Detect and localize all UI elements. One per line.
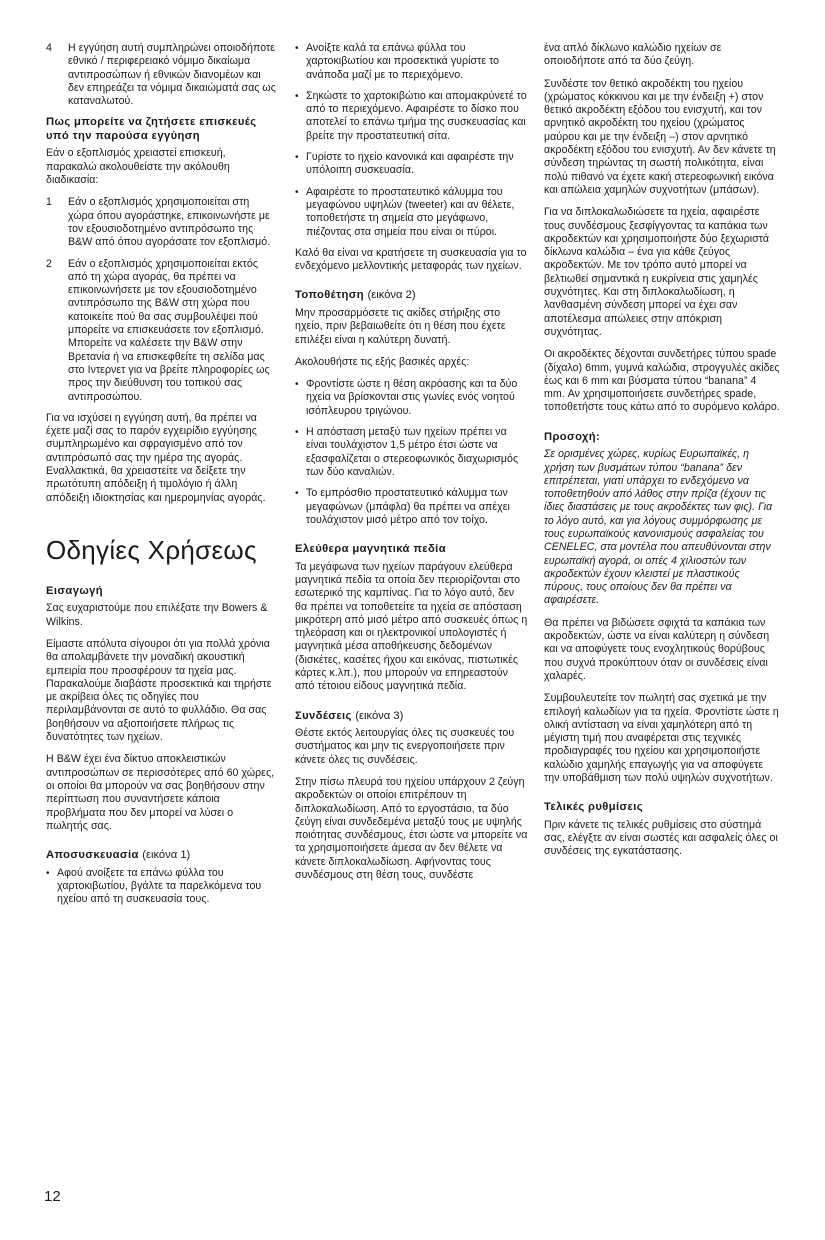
bullet-item [295,186,528,239]
paragraph-conn-1: Θέστε εκτός λειτουργίας όλες τις συσκευές του συστήματος και μην τις ενεργοποιήσετε πριν κάνετε όλες τις συνδέσεις. [295,727,515,766]
heading-final: Τελικές ρυθμίσεις [544,801,643,814]
bullet-text: Αφού ανοίξετε τα επάνω φύλλα του χαρτοκιβωτίου, βγάλτε τα παρελκόμενα του ηχείου από τη συσκευασία τους. [57,866,262,906]
bullet-text: Το εμπρόσθιο προστατευτικό κάλυμμα των μεγαφώνων (μπάφλα) θα πρέπει να απέχει τουλάχιστον μισό μέτρο από τον τοίχο. [306,487,510,526]
bullet-item [295,378,528,418]
repair-item-2 [46,258,278,404]
paragraph-repair: Εάν ο εξοπλισμός χρειαστεί επισκευή, παρακαλώ ακολουθείστε την ακόλουθη διαδικασία: [46,147,230,187]
column-right [544,42,780,868]
heading-unpack-text: Αποσυσκευασία [46,849,139,862]
bullet-text: Σηκώστε το χαρτοκιβώτιο και απομακρύνετέ το από το περιεχόμενο. Αφαιρέστε το δίσκο που αποτελεί το επάνω τμήμα της συσκευασίας και βρείτε την προστατευτική σίτα. [306,89,527,142]
section-title: Οδηγίες Χρήσεως [46,534,257,565]
paragraph-conn-2: Στην πίσω πλευρά του ηχείου υπάρχουν 2 ζεύγη ακροδεκτών οι οποίοι επιτρέπουν τη διπλοκαλωδίωση. Από το εργοστάσιο, τα δύο ζεύγη είναι συνδεδεμένα μεταξύ τους με υψηλής ποιότητας συνδέσμους, έτσι ώστε να μπορείτε να τα χρησιμοποιήσετε άμεσα αν δεν θέλετε να κάνετε διπλοκαλωδίωση. Αφήνοντας τους συνδέσμους στη θέση τους, συνδέστε [295,775,528,882]
column-left [46,42,278,915]
bullet-icon: • [295,90,299,102]
bullet-item [295,151,528,178]
heading-magnetic: Ελεύθερα μαγνητικά πεδία [295,543,446,556]
item-number: 1 [46,196,52,209]
paragraph-caution: Σε ορισμένες χώρες, κυρίως Ευρωπαϊκές, η χρήση των βυσμάτων τύπου “banana” δεν επιτρέπεται, γιατί υπάρχει το ενδεχόμενο να τοποθετηθούν από λάθος στην πρίζα (έχουν τις ίδιες διαστάσεις με τους ακροδέκτες των φις). Για το λόγο αυτό, και για λόγους συμμόρφωσης με τους ευρωπαϊκούς κανονισμούς ασφαλείας του CENELEC, στα μοντέλα που απευθύνονται στην ευρωπαϊκή αγορά, οι οπές 4 χιλιοστών των ακροδεκτών έχουν κλειστεί με πλαστικούς πύρους, τους οποίους δεν θα πρέπει να αφαιρέσετε. [544,448,773,607]
paragraph-6: Συμβουλευτείτε τον πωλητή σας σχετικά με την επιλογή καλωδίων για τα ηχεία. Φροντίστε ώστε η ολική αντίσταση να είναι χαμηλότερη από τη μέγιστη τιμή που αναφέρεται στις τεχνικές προδιαγραφές του ηχείου και χρησιμοποιήστε καλώδιο χαμηλής επαγωγής για να αποφύγετε την υποβάθμιση των πολύ υψηλών συχνοτήτων. [544,692,779,785]
bullet-item [46,867,278,907]
bullet-item [295,42,528,82]
column-middle [295,42,528,891]
heading-repair: Πως μπορείτε να ζητήσετε επισκευές υπό την παρούσα εγγύηση [46,116,257,142]
heading-unpack [46,849,278,863]
bullet-text: Αφαιρέστε το προστατευτικό κάλυμμα του μεγαφώνου υψηλών (tweeter) και αν θέλετε, τοποθετήστε τη σημεία στο μεγάφωνο, πιέζοντας στα σημεία που είναι οι πύροι. [306,185,515,238]
heading-caution: Προσοχή: [544,430,601,443]
bullet-text: Ανοίξτε καλά τα επάνω φύλλα του χαρτοκιβωτίου και προσεκτικά γυρίστε το ανάποδα μαζί με το περιεχόμενο. [306,42,500,81]
paragraph-intro-2: Είμαστε απόλυτα σίγουροι ότι για πολλά χρόνια θα απολαμβάνετε την μοναδική ακουστική εμπειρία που προσφέρουν τα ηχεία μας. Παρακαλούμε διαβάστε προσεκτικά και τηρήστε με ακρίβεια όλες τις οδηγίες που περιλαμβάνονται σε αυτό το φυλλάδιο. Θα σας βοηθήσουν να αξιοποιήσετε πλήρως τις δυνατότητες των ηχείων. [46,638,272,744]
heading-placement [295,289,528,303]
item-text: Η εγγύηση αυτή συμπληρώνει οποιοδήποτε εθνικό / περιφερειακό νόμιμο δικαίωμα αντιπροσώπων ή εθνικών διανομέων και δεν επηρεάζει τα νόμιμα δικαιώματά σας ως καταναλωτού. [68,42,276,108]
paragraph-4: Οι ακροδέκτες δέχονται συνδετήρες τύπου spade (δίχαλο) 6mm, γυμνά καλώδια, στρογγυλές ακίδες έως και 6 mm και βύσματα τύπου “banana” 4 mm. Αν χρησιμοποιήσετε συνδετήρες spade, τοποθετήστε τους κάτω από το συρόμενο κολάρο. [544,348,780,414]
paragraph-place-2: Ακολουθήστε τις εξής βασικές αρχές: [295,355,470,368]
warranty-item-4 [46,42,278,108]
paragraph-intro-3: Η B&W έχει ένα δίκτυο αποκλειστικών αντιπροσώπων σε περισσότερες από 60 χώρες, οι οποίοι θα μπορούν να σας βοηθήσουν στην περίπτωση που συναντήσετε κάποια προβλήματα που δεν μπορεί να λύσει ο πωλητής σας. [46,753,275,832]
bullet-icon: • [295,488,299,500]
bullet-icon: • [295,379,299,391]
paragraph-magnetic: Τα μεγάφωνα των ηχείων παράγουν ελεύθερα μαγνητικά πεδία τα οποία δεν περιορίζονται στο εσωτερικό της καμπίνας. Για το λόγο αυτό, δεν θα πρέπει να τοποθετείτε τα ηχεία σε απόσταση μικρότερη από μισό μέτρο από συσκευές όπως η τηλεόραση και οι ηλεκτρονικοί υπολογιστές ή μαγνητικά μέσα αποθήκευσης δεδομένων (δισκέτες, κασέτες ήχου και εικόνας, πιστωτικές κάρτες κ.λπ.), που μπορούν να επηρεαστούν από τέτοιου είδους μαγνητικά πεδία. [295,560,528,693]
figure-ref: (εικόνα 3) [355,709,404,722]
heading-connections-text: Συνδέσεις [295,709,352,722]
bullet-icon: • [295,152,299,164]
paragraph-place-1: Μην προσαρμόσετε τις ακίδες στήριξης στο ηχείο, πριν βεβαιωθείτε ότι η θέση που έχετε επιλέξει είναι η καλύτερη δυνατή. [295,306,506,346]
heading-connections [295,710,528,724]
paragraph-final: Πριν κάνετε τις τελικές ρυθμίσεις στο σύστημά σας, ελέγξτε αν είναι σωστές και ασφαλείς όλες οι συνδέσεις της εγκατάστασης. [544,818,778,858]
paragraph-3: Για να διπλοκαλωδιώσετε τα ηχεία, αφαιρέστε τους συνδέσμους ξεσφίγγοντας τα καπάκια των ακροδεκτών και χρησιμοποιήστε δύο ξεχωριστά δίκλωνα καλώδια – ένα για κάθε ζεύγος ακροδεκτών. Με τον τρόπο αυτό μπορεί να βελτιωθεί σημαντικά η ευκρίνεια στις χαμηλές συχνότητες. Και στη διπλοκαλωδίωση, η λανθασμένη σύνδεση μπορεί να έχει σαν αποτέλεσμα απώλειες στην απόκριση συχνότητας. [544,206,770,338]
bullet-item [295,487,528,527]
paragraph-1: ένα απλό δίκλωνο καλώδιο ηχείων σε οποιοδήποτε από τα δύο ζεύγη. [544,42,722,68]
bullet-icon: • [46,867,50,879]
paragraph-intro-1: Σας ευχαριστούμε που επιλέξατε την Bowers & Wilkins. [46,602,268,628]
bullet-icon: • [295,427,299,439]
bullet-item [295,426,528,479]
page-number: 12 [44,1188,61,1205]
item-number: 4 [46,42,52,54]
bullet-text: Η απόσταση μεταξύ των ηχείων πρέπει να είναι τουλάχιστον 1,5 μέτρο έτσι ώστε να εξασφαλίζεται ο στερεοφωνικός διαχωρισμός των δύο καναλιών. [306,426,519,478]
repair-item-1 [46,196,278,249]
paragraph-5: Θα πρέπει να βιδώσετε σφιχτά τα καπάκια των ακροδεκτών, ώστε να είναι καλύτερη η σύνδεση και να αποφύγετε τους ενοχλητικούς θορύβους που συχνά προκύπτουν όταν οι συνδέσεις είναι χαλαρές. [544,616,770,682]
item-text: Εάν ο εξοπλισμός χρησιμοποιείται στη χώρα όπου αγοράστηκε, επικοινωνήστε με τον εξουσιοδοτημένο αντιπρόσωπο της B&W από όπου αγοράσατε τον εξοπλισμό. [68,196,271,249]
figure-ref: (εικόνα 1) [142,849,191,862]
heading-intro: Εισαγωγή [46,584,104,597]
bullet-icon: • [295,43,299,54]
bullet-text: Φροντίστε ώστε η θέση ακρόασης και τα δύο ηχεία να βρίσκονται στις γωνίες ενός νοητού ισόπλευρου τριγώνου. [306,378,518,417]
heading-placement-text: Τοποθέτηση [295,289,365,302]
bullet-item [295,90,528,143]
paragraph-keep: Καλό θα είναι να κρατήσετε τη συσκευασία για το ενδεχόμενο μελλοντικής μεταφοράς των ηχείων. [295,246,527,273]
item-text: Εάν ο εξοπλισμός χρησιμοποιείται εκτός από τη χώρα αγοράς, θα πρέπει να επικοινωνήσετε με τον εξουσιοδοτημένο αντιπρόσωπο της B&W στη χώρα που κατοικείτε πού θα σας συμβουλέψει πού μπορείτε να επισκευάσετε τον εξοπλισμό. Μπορείτε να καλέσετε την B&W στην Βρετανία ή να επισκεφθείτε τη σελίδα μας στο Ιντερνετ για να βρείτε πληροφορίες ως προς την διεύθυνση του τοπικού σας αντιπροσώπου. [68,257,270,403]
paragraph-2: Συνδέστε τον θετικό ακροδέκτη του ηχείου (χρώματος κόκκινου και με την ένδειξη +) στον θετικό ακροδέκτη εξόδου του ενισχυτή, και τον αρνητικό ακροδέκτη του ηχείου (χρώματος μαύρου και με την ένδειξη –) στον αρνητικό ακροδέκτη εξόδου του ενισχυτή. Αν δεν κάνετε τη σύνδεση τηρώντας τη σωστή πολικότητα, είναι πολύ πιθανό να έχετε κακή στερεοφωνική εικόνα και απώλεια χαμηλών συχνοτήτων (μπάσων). [544,77,776,196]
bullet-text: Γυρίστε το ηχείο κανονικά και αφαιρέστε την υπόλοιπη συσκευασία. [306,151,514,177]
figure-ref: (εικόνα 2) [367,289,416,302]
paragraph-validity: Για να ισχύσει η εγγύηση αυτή, θα πρέπει να έχετε μαζί σας το παρόν εγχειρίδιο εγγύησης συμπληρωμένο και σφραγισμένο από τον αντιπρόσωπό σας την ημέρα της αγοράς. Εναλλακτικά, θα χρειαστείτε να δείξετε την πρωτότυπη απόδειξη ή τιμολόγιο ή άλλη απόδειξη ιδιοκτησίας και ημερομηνίας αγοράς. [46,411,266,504]
bullet-icon: • [295,186,299,198]
item-number: 2 [46,257,52,270]
